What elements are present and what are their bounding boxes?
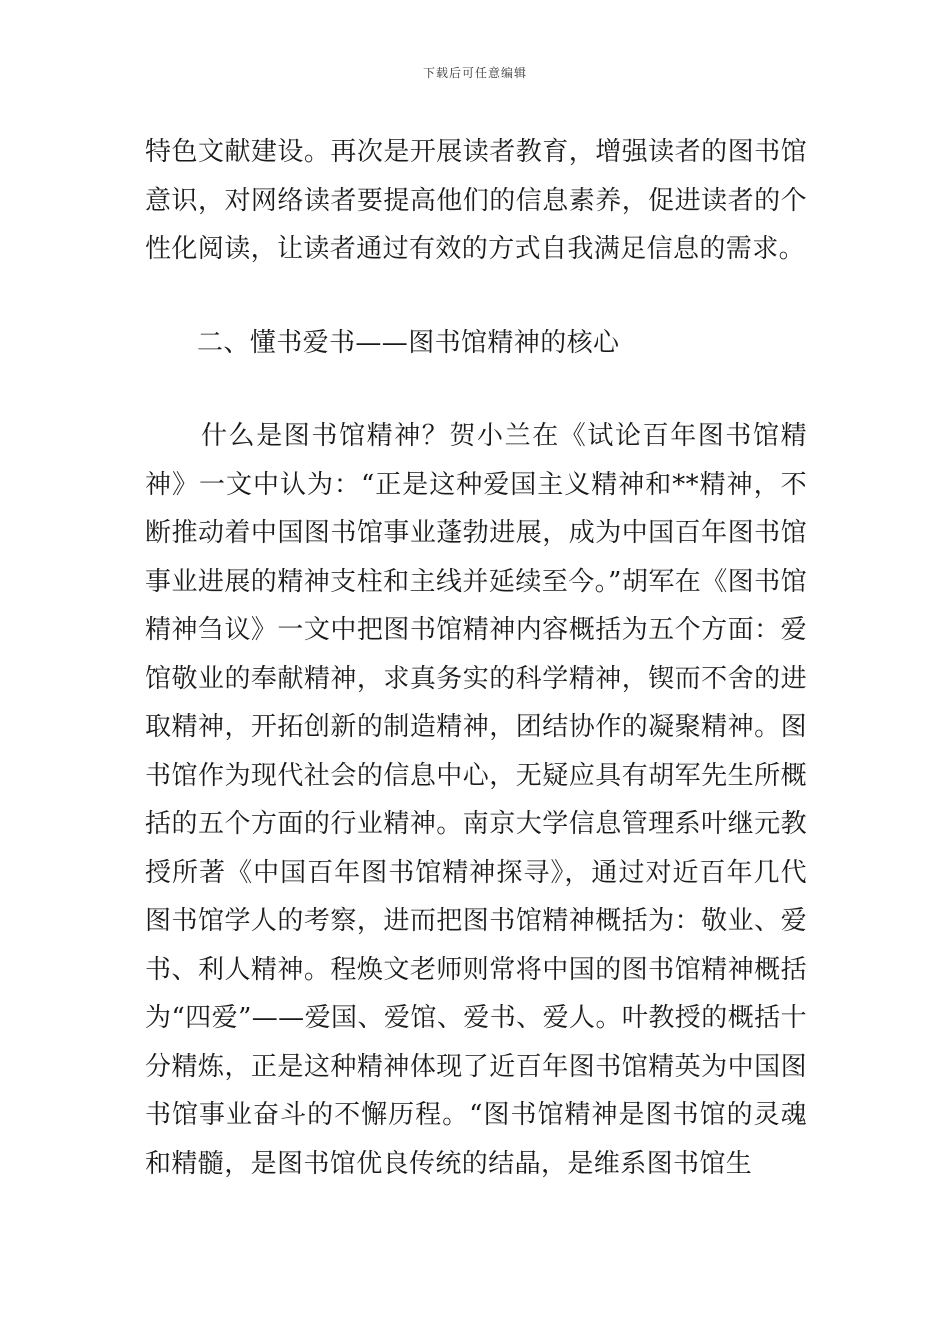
document-body bbox=[145, 128, 807, 1188]
header-note: 下载后可任意编辑 bbox=[422, 66, 527, 80]
paragraph-library-spirit: 什么是图书馆精神？贺小兰在《试论百年图书馆精神》一文中认为：“正是这种爱国主义精神和**精神，不断推动着中国图书馆事业蓬勃进展，成为中国百年图书馆事业进展的精神支柱和主线并延续至今。”胡军在《图书馆精神刍议》一文中把图书馆精神内容概括为五个方面：爱馆敬业的奉献精神，求真务实的科学精神，锲而不舍的进取精神，开拓创新的制造精神，团结协作的凝聚精神。图书馆作为现代社会的信息中心，无疑应具有胡军先生所概括的五个方面的行业精神。南京大学信息管理系叶继元教授所著《中国百年图书馆精神探寻》，通过对近百年几代图书馆学人的考察，进而把图书馆精神概括为：敬业、爱书、利人精神。程焕文老师则常将中国的图书馆精神概括为“四爱”——爱国、爱馆、爱书、爱人。叶教授的概括十分精炼，正是这种精神体现了近百年图书馆精英为中国图书馆事业奋斗的不懈历程。“图书馆精神是图书馆的灵魂和精髓，是图书馆优良传统的结晶，是维系图书馆生 bbox=[145, 421, 807, 1179]
spacer bbox=[145, 367, 807, 412]
section-heading: 二、懂书爱书——图书馆精神的核心 bbox=[197, 327, 620, 358]
paragraph-continued: 特色文献建设。再次是开展读者教育，增强读者的图书馆意识，对网络读者要提高他们的信息素养，促进读者的个性化阅读，让读者通过有效的方式自我满足信息的需求。 bbox=[145, 137, 807, 264]
